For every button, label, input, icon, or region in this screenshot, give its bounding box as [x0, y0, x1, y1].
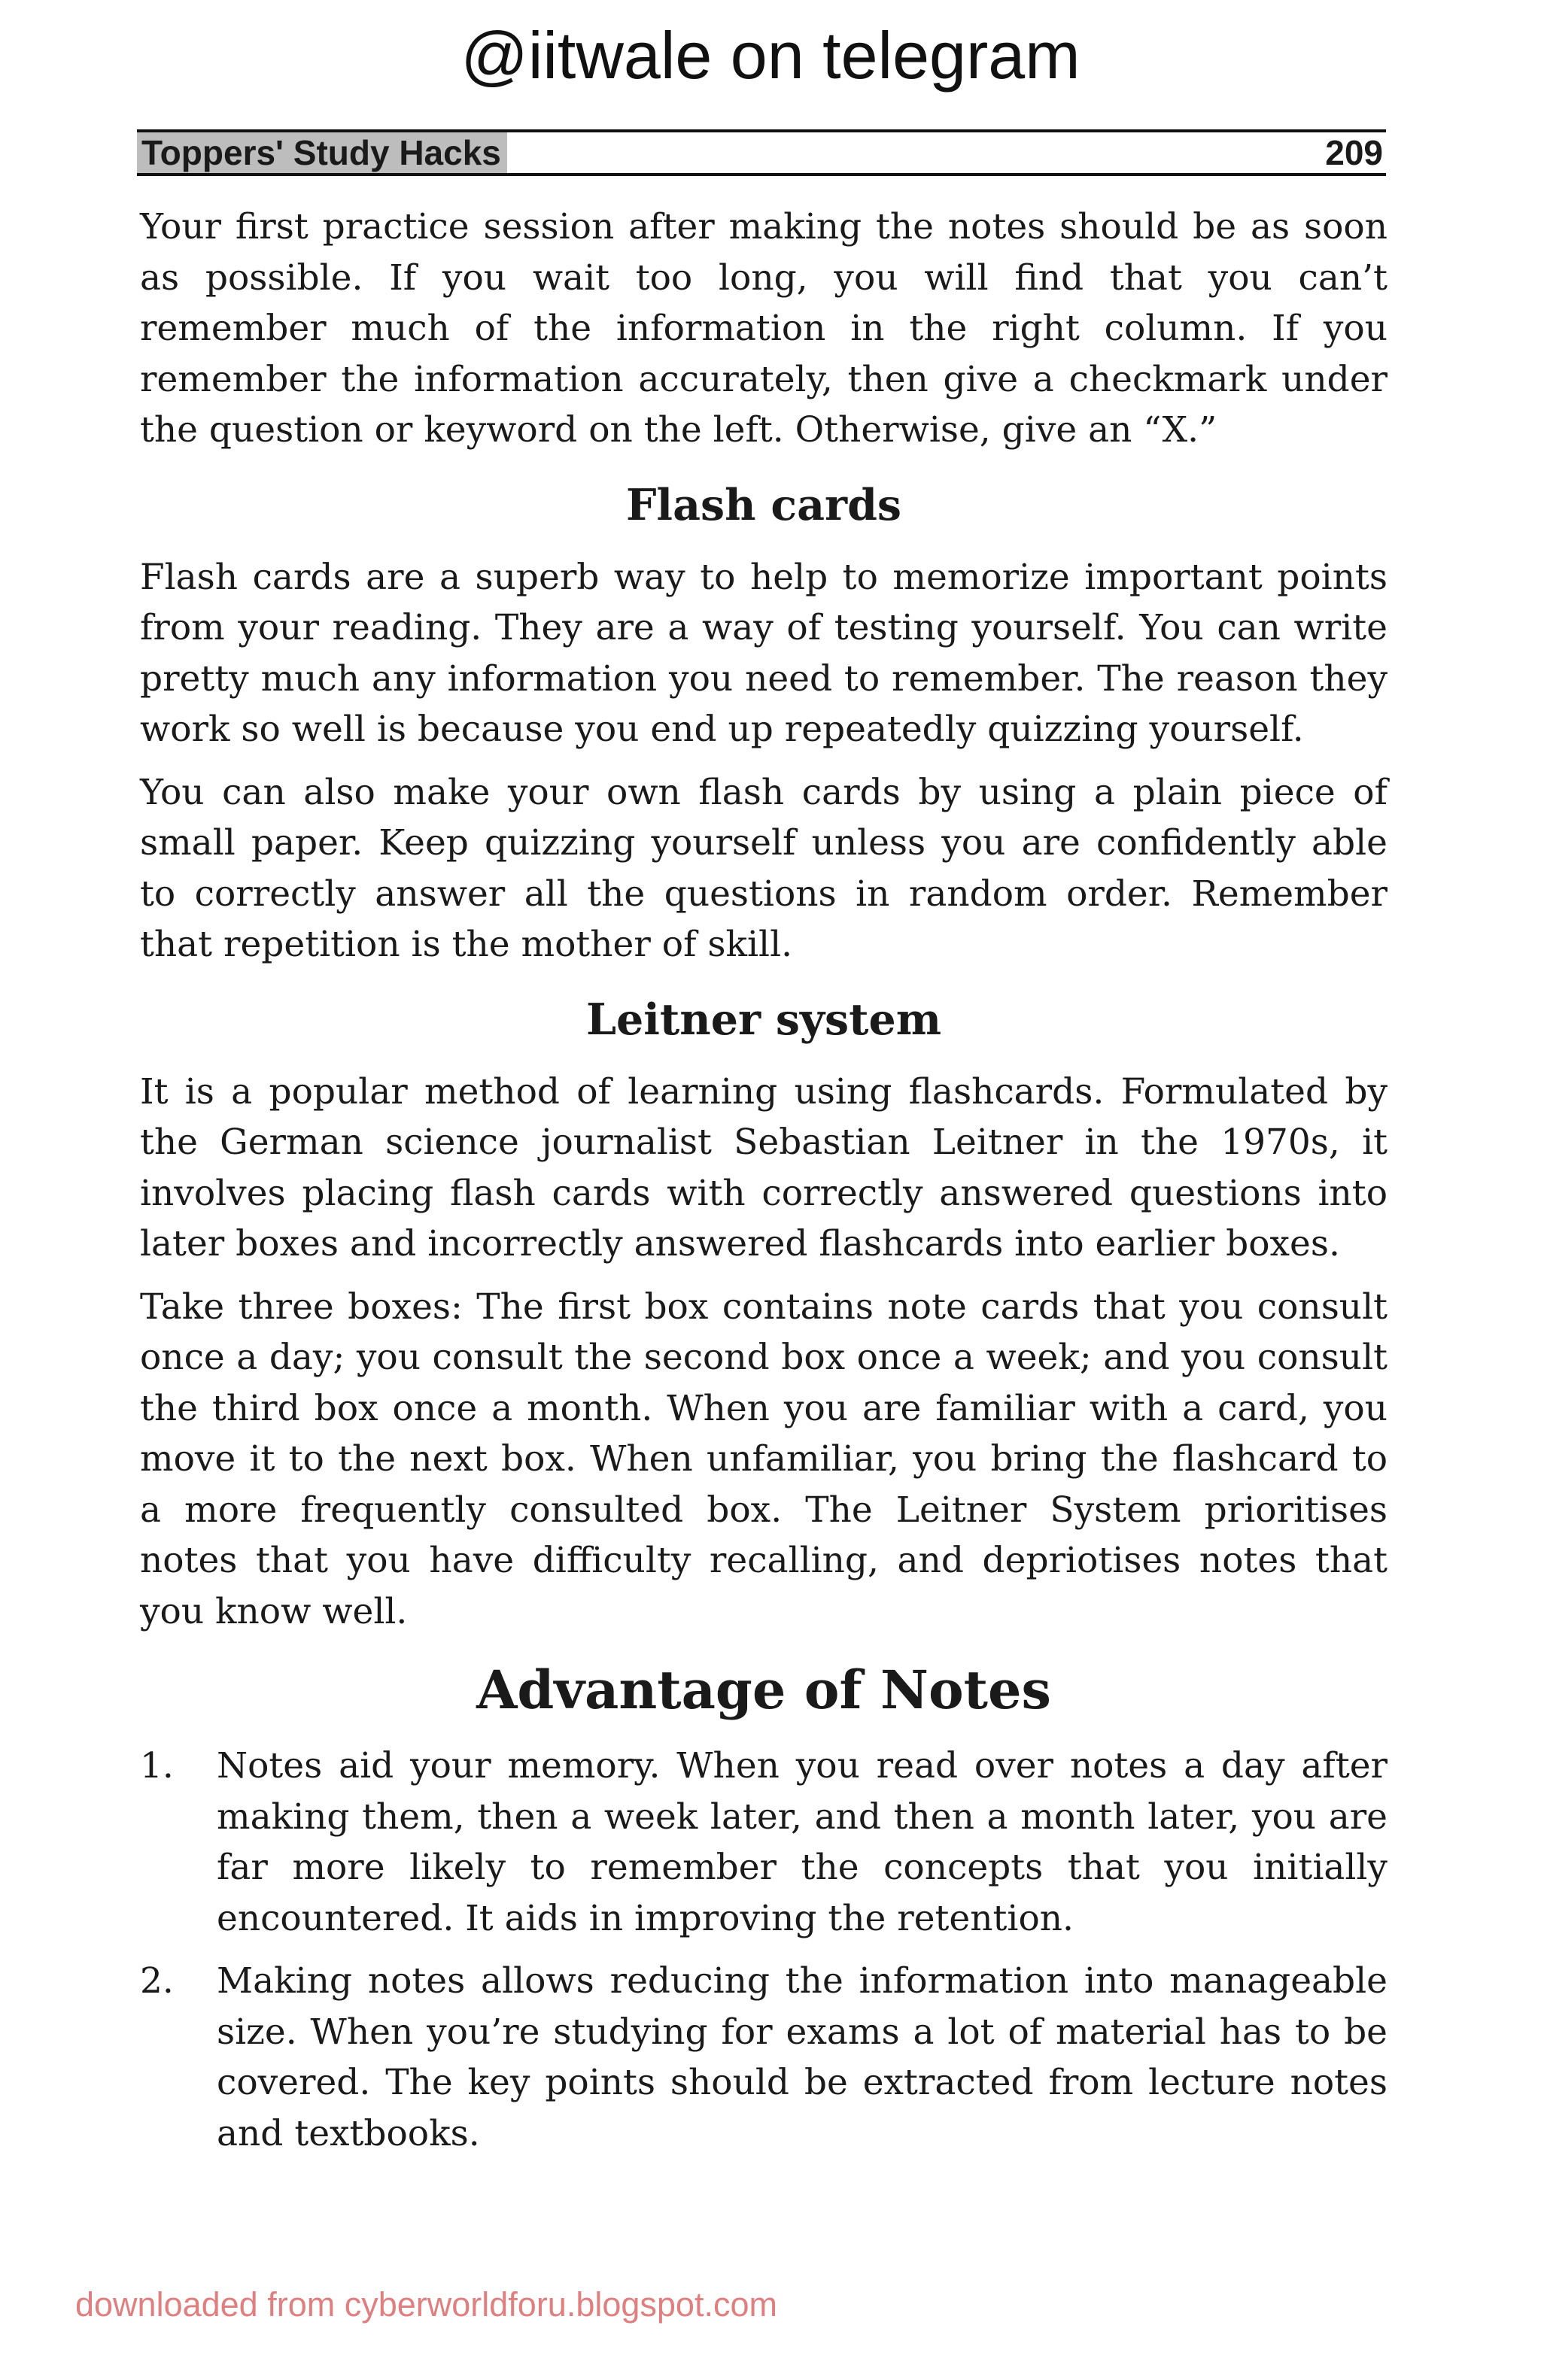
leitner-paragraph-1: It is a popular method of learning using flashcards. Formulated by the German science journalist Sebastian Leitner in the 1970s, it involves placing flash cards with correctly answered questions into later boxes and incorrectly answered flashcards into earlier boxes.	[140, 1070, 1388, 1264]
list-item	[140, 1741, 1388, 1944]
book-title: Toppers' Study Hacks	[137, 132, 507, 173]
section-heading-flash-cards: Flash cards	[625, 479, 902, 530]
page-number: 209	[1325, 133, 1383, 172]
list-item	[140, 1956, 1388, 2159]
section-heading-leitner-system: Leitner system	[585, 994, 942, 1045]
list-item-number: 1.	[140, 1745, 174, 1787]
flash-cards-paragraph-2: You can also make your own flash cards by using a plain piece of small paper. Keep quizzing yourself unless you are confidently able to correctly answer all the questions in random order. Remember that repetition is the mother of skill.	[140, 771, 1388, 965]
telegram-watermark: @iitwale on telegram	[460, 18, 1081, 93]
page-content	[140, 202, 1388, 2171]
download-source-watermark: downloaded from cyberworldforu.blogspot.com	[75, 2285, 777, 2324]
flash-cards-paragraph-1: Flash cards are a superb way to help to memorize important points from your reading. They are a way of testing yourself. You can write pretty much any information you need to remember. The reason they work so well is because you end up repeatedly quizzing yourself.	[140, 556, 1388, 750]
section-heading-advantage-of-notes: Advantage of Notes	[476, 1659, 1051, 1721]
intro-paragraph: Your first practice session after making the notes should be as soon as possible. If you wait too long, you will find that you can’t remember much of the information in the right column. If you remember the information accurately, then give a checkmark under the question or keyword on the left. Otherwise, give an “X.”	[140, 206, 1388, 451]
list-item-text: Notes aid your memory. When you read over notes a day after making them, then a week later, and then a month later, you are far more likely to remember the concepts that you initially encountered. It aids in improving the retention.	[217, 1745, 1388, 1939]
leitner-paragraph-2: Take three boxes: The first box contains note cards that you consult once a day; you consult the second box once a week; and you consult the third box once a month. When you are familiar with a card, you move it to the next box. When unfamiliar, you bring the flashcard to a more frequently consulted box. The Leitner System prioritises notes that you have difficulty recalling, and depriotises notes that you know well.	[140, 1286, 1388, 1632]
list-item-text: Making notes allows reducing the information into manageable size. When you’re studying for exams a lot of material has to be covered. The key points should be extracted from lecture notes and textbooks.	[217, 1960, 1388, 2154]
running-header	[137, 129, 1386, 176]
list-item-number: 2.	[140, 1960, 174, 2002]
